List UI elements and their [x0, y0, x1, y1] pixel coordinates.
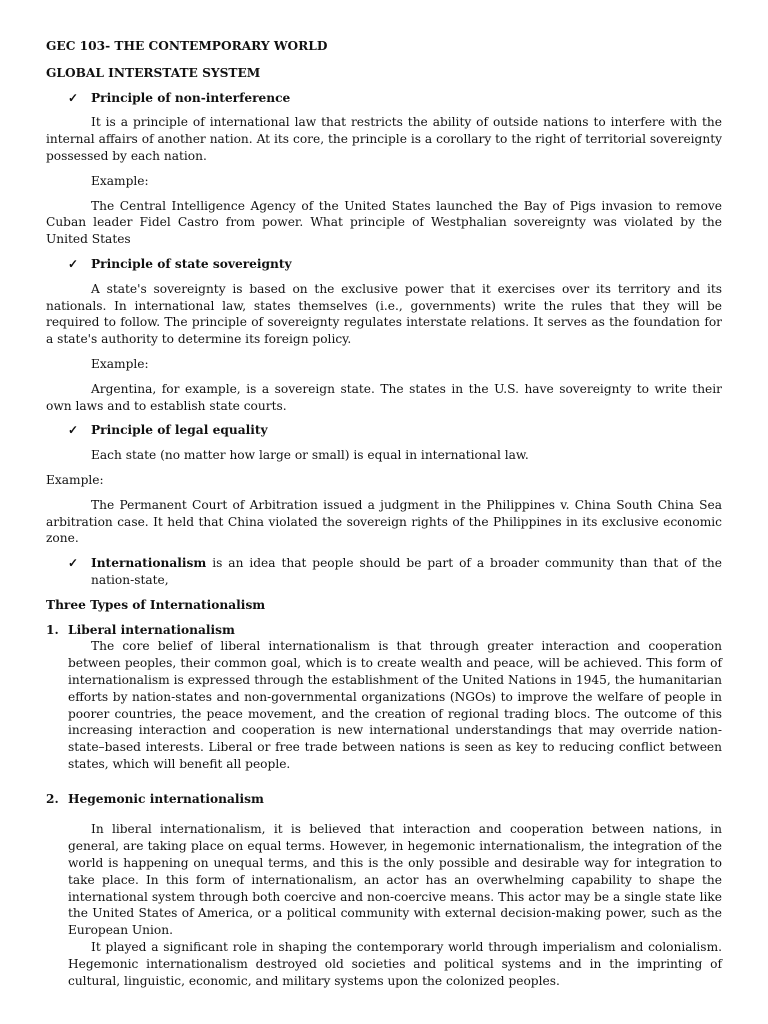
non-interference-example: The Central Intelligence Agency of the United States launched the Bay of Pigs invasion to remove Cuban leader Fidel Castro from power. What principle of Westphalian sovereignty was violated by the United States — [46, 198, 722, 247]
check-icon: ✓ — [68, 556, 79, 571]
non-interference-text: It is a principle of international law that restricts the ability of outside nations to interfere with the internal affairs of another nation. At its core, the principle is a corollary to the right of territorial sovereignty possessed by each nation. — [46, 115, 722, 163]
internationalism-term: Internationalism — [91, 556, 207, 571]
item-number: 1. — [46, 622, 59, 637]
state-sovereignty-example: Argentina, for example, is a sovereign state. The states in the U.S. have sovereignty to write their own laws and to establish state courts. — [46, 381, 722, 413]
hegemonic-internationalism-text-1: In liberal internationalism, it is believed that interaction and cooperation between nations, in general, are taking place on equal terms. However, in hegemonic internationalism, the integration of the world is happening on unequal terms, and this is the only possible and desirable way for integration to take place. In this form of internationalism, an actor has an overwhelming capability to shape the international system through both coercive and non-coercive means. This actor may be a single state like the United States of America, or a political community with external decision-making power, such as the European Union. — [68, 822, 722, 938]
example-label: Example: — [91, 356, 149, 371]
check-icon: ✓ — [68, 256, 79, 271]
section-title: GLOBAL INTERSTATE SYSTEM — [46, 65, 261, 80]
legal-equality-example: The Permanent Court of Arbitration issued a judgment in the Philippines v. China South China Sea arbitration case. It held that China violated the sovereign rights of the Philippines in its exclusive economic zone. — [46, 497, 722, 546]
state-sovereignty-text: A state's sovereignty is based on the exclusive power that it exercises over its territory and its nationals. In international law, states themselves (i.e., governments) write the rules that they will be required to follow. The principle of sovereignty regulates interstate relations. It serves as the foundation for a state's authority to determine its foreign policy. — [46, 281, 722, 347]
course-title: GEC 103- THE CONTEMPORARY WORLD — [46, 39, 328, 53]
check-icon: ✓ — [68, 423, 79, 438]
legal-equality-text: Each state (no matter how large or small) is equal in international law. — [91, 448, 529, 463]
hegemonic-internationalism-text-2: It played a significant role in shaping the contemporary world through imperialism and colonialism. Hegemonic internationalism destroyed old societies and political systems and in the imprinting of cultural, linguistic, economic, and military systems upon the colonized peoples. — [68, 940, 722, 988]
internationalism-item — [46, 555, 722, 589]
check-icon: ✓ — [68, 90, 79, 105]
heading-non-interference: ✓ Principle of non-interference — [68, 90, 291, 105]
document-page — [46, 38, 722, 989]
types-title: Three Types of Internationalism — [46, 597, 266, 612]
heading-legal-equality: ✓ Principle of legal equality — [68, 423, 268, 438]
heading-hegemonic-internationalism: 2. Hegemonic internationalism — [46, 791, 264, 806]
internationalism-text: is an idea that people should be part of a broader community than that of the nation-state, — [91, 556, 722, 587]
example-label: Example: — [46, 472, 104, 487]
liberal-internationalism-text: The core belief of liberal internationalism is that through greater interaction and cooperation between peoples, their common goal, which is to create wealth and peace, will be achieved. This form of internationalism is expressed through the establishment of the United Nations in 1945, the humanitarian efforts by nation-states and non-governmental organizations (NGOs) to improve the welfare of people in poorer countries, the peace movement, and the creation of regional trading blocs. The outcome of this increasing interaction and cooperation is new international understandings that may override nation-state–based interests. Liberal or free trade between nations is seen as key to reducing conflict between states, which will benefit all people. — [68, 639, 722, 771]
example-label: Example: — [91, 173, 149, 188]
item-number: 2. — [46, 791, 59, 806]
heading-state-sovereignty: ✓ Principle of state sovereignty — [68, 256, 292, 271]
heading-liberal-internationalism: 1. Liberal internationalism — [46, 622, 235, 637]
